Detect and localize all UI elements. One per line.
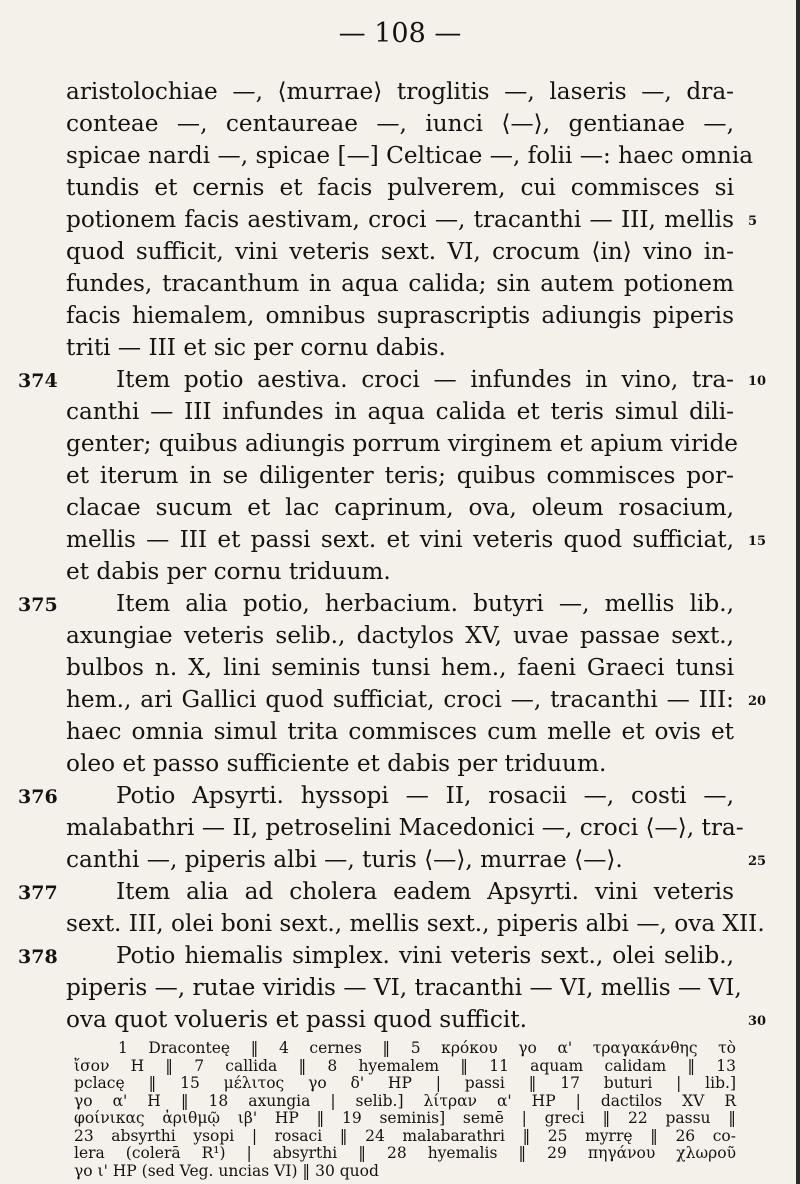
line-number: 15	[748, 534, 767, 549]
text-line: mellis — III et passi sext. et vini veteris quod sufficiat,	[66, 526, 734, 553]
line-number: 20	[748, 694, 767, 709]
line-number: 5	[748, 214, 758, 229]
text-line: ova quot volueris et passi quod sufficit.	[66, 1006, 528, 1033]
page-number: — 108 —	[338, 18, 462, 49]
section-number: 378	[18, 946, 58, 968]
text-line: Item potio aestiva. croci — infundes in vino, tra-	[116, 366, 734, 393]
text-line: bulbos n. X, lini seminis tunsi hem., faeni Graeci tunsi	[66, 654, 734, 681]
text-line: genter; quibus adiungis porrum virginem et apium viride	[66, 430, 739, 457]
section-number: 374	[18, 370, 58, 392]
text-line: quod sufficit, vini veteris sext. VI, crocum ⟨in⟩ vino in-	[66, 238, 734, 265]
text-line: haec omnia simul trita commisces cum melle et ovis et	[66, 718, 734, 745]
text-line: canthi —, piperis albi —, turis ⟨—⟩, murrae ⟨—⟩.	[66, 846, 623, 873]
text-line: oleo et passo sufficiente et dabis per triduum.	[66, 750, 607, 777]
footnote-line: φοίνικας ἀριθμῷ ιβ' HP ‖ 19 seminis] semē | greci ‖ 22 passu ‖	[74, 1109, 736, 1127]
text-line: fundes, tracanthum in aqua calida; sin autem potionem	[66, 270, 734, 297]
text-line: aristolochiae —, ⟨murrae⟩ troglitis —, laseris —, dra-	[66, 78, 734, 105]
section-number: 375	[18, 594, 58, 616]
text-line: piperis —, rutae viridis — VI, tracanthi — VI, mellis — VI,	[66, 974, 742, 1001]
footnote-line: 23 absyrthi ysopi | rosaci ‖ 24 malabarathri ‖ 25 myrrę ‖ 26 co-	[74, 1126, 736, 1145]
text-line: triti — III et sic per cornu dabis.	[66, 334, 446, 361]
text-line: Potio Apsyrti. hyssopi — II, rosacii —, costi —,	[116, 782, 734, 809]
page-edge	[796, 0, 800, 1184]
text-line: conteae —, centaureae —, iunci ⟨—⟩, gentianae —,	[66, 110, 734, 137]
text-line: malabathri — II, petroselini Macedonici —, croci ⟨—⟩, tra-	[66, 814, 744, 841]
text-line: Item alia ad cholera eadem Apsyrti. vini veteris	[116, 878, 734, 905]
text-line: hem., ari Gallici quod sufficiat, croci —, tracanthi — III:	[66, 686, 734, 713]
footnote-line: ἴσον H ‖ 7 callida ‖ 8 hyemalem ‖ 11 aquam calidam ‖ 13	[74, 1056, 736, 1075]
footnote-line: lera (colerā R¹) | absyrthi ‖ 28 hyemalis ‖ 29 πηγάνου χλωροῦ	[74, 1144, 736, 1162]
text-line: et dabis per cornu triduum.	[66, 558, 391, 585]
text-line: potionem facis aestivam, croci —, tracanthi — III, mellis	[66, 206, 734, 233]
text-line: tundis et cernis et facis pulverem, cui commisces si	[66, 174, 734, 201]
text-line: canthi — III infundes in aqua calida et teris simul dili-	[66, 398, 734, 425]
line-number: 10	[748, 374, 767, 389]
line-number: 25	[748, 854, 767, 869]
footnote-line: 1 Draconteę ‖ 4 cernes ‖ 5 κρόκου γο α' τραγακάνθης τὸ	[118, 1039, 736, 1057]
footnote-line: γο α' H ‖ 18 axungia | selib.] λίτραν α' HP | dactilos XV R	[74, 1091, 736, 1110]
text-line: clacae sucum et lac caprinum, ova, oleum rosacium,	[66, 494, 734, 521]
footnote-line: pclacę ‖ 15 μέλιτος γο δ' HP | passi ‖ 17 buturi | lib.]	[74, 1074, 736, 1092]
text-line: sext. III, olei boni sext., mellis sext., piperis albi —, ova XII.	[66, 910, 765, 937]
footnote-line: γο ι' HP (sed Veg. uncias VI) ‖ 30 quod	[74, 1161, 379, 1180]
text-line: spicae nardi —, spicae [—] Celticae —, folii —: haec omnia	[66, 142, 754, 169]
section-number: 376	[18, 786, 58, 808]
text-line: Item alia potio, herbacium. butyri —, mellis lib.,	[116, 590, 734, 617]
section-number: 377	[18, 882, 58, 904]
text-line: et iterum in se diligenter teris; quibus commisces por-	[66, 462, 734, 489]
text-line: axungiae veteris selib., dactylos XV, uvae passae sext.,	[66, 622, 734, 649]
text-line: facis hiemalem, omnibus suprascriptis adiungis piperis	[66, 302, 734, 329]
line-number: 30	[748, 1014, 767, 1029]
text-line: Potio hiemalis simplex. vini veteris sext., olei selib.,	[116, 942, 734, 969]
